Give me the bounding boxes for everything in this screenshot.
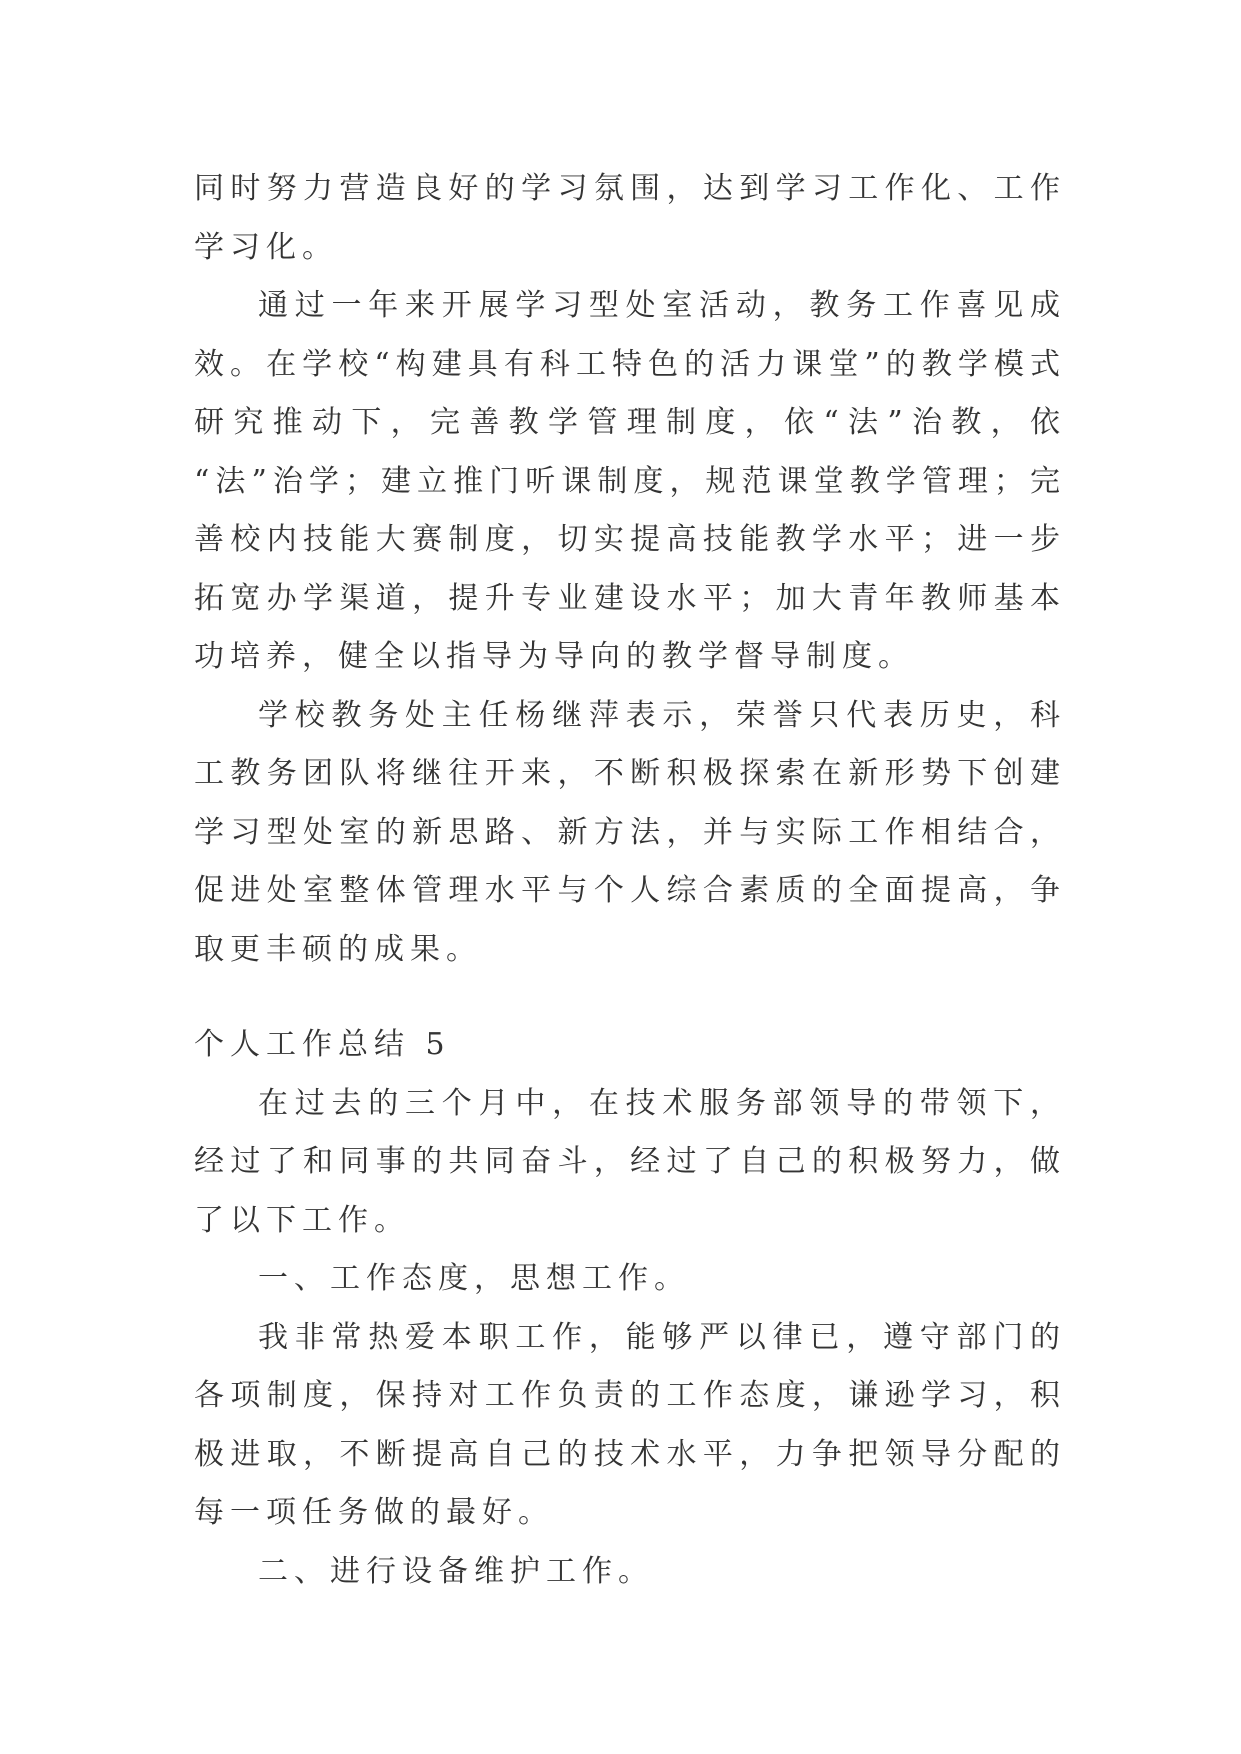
document-body xyxy=(194,160,1066,1601)
paragraph-continuation: 同时努力营造良好的学习氛围，达到学习工作化、工作学习化。 xyxy=(194,171,1066,265)
paragraph-intro: 在过去的三个月中，在技术服务部领导的带领下，经过了和同事的共同奋斗，经过了自己的积极努力，做了以下工作。 xyxy=(194,1085,1066,1238)
subheading-work-attitude: 一、工作态度，思想工作。 xyxy=(258,1261,690,1296)
paragraph-achievements: 通过一年来开展学习型处室活动，教务工作喜见成效。在学校“构建具有科工特色的活力课堂”的教学模式研究推动下，完善教学管理制度，依“法”治教，依 “法”治学；建立推门听课制度，规范课堂教学管理；完善校内技能大赛制度，切实提高技能教学水平；进一步拓宽办学渠道，提升专业建设水平；加大青年教师基本功培养，健全以指导为导向的教学督导制度。 xyxy=(194,288,1066,674)
paragraph-director-statement: 学校教务处主任杨继萍表示，荣誉只代表历史，科工教务团队将继往开来，不断积极探索在新形势下创建学习型处室的新思路、新方法，并与实际工作相结合，促进处室整体管理水平与个人综合素质的全面提高，争取更丰硕的成果。 xyxy=(194,697,1066,967)
paragraph-work-attitude: 我非常热爱本职工作，能够严以律已，遵守部门的各项制度，保持对工作负责的工作态度，谦逊学习，积极进取，不断提高自己的技术水平，力争把领导分配的每一项任务做的最好。 xyxy=(194,1319,1066,1530)
subheading-equipment-maintenance: 二、进行设备维护工作。 xyxy=(258,1553,654,1589)
section-title: 个人工作总结 5 xyxy=(194,1027,451,1062)
